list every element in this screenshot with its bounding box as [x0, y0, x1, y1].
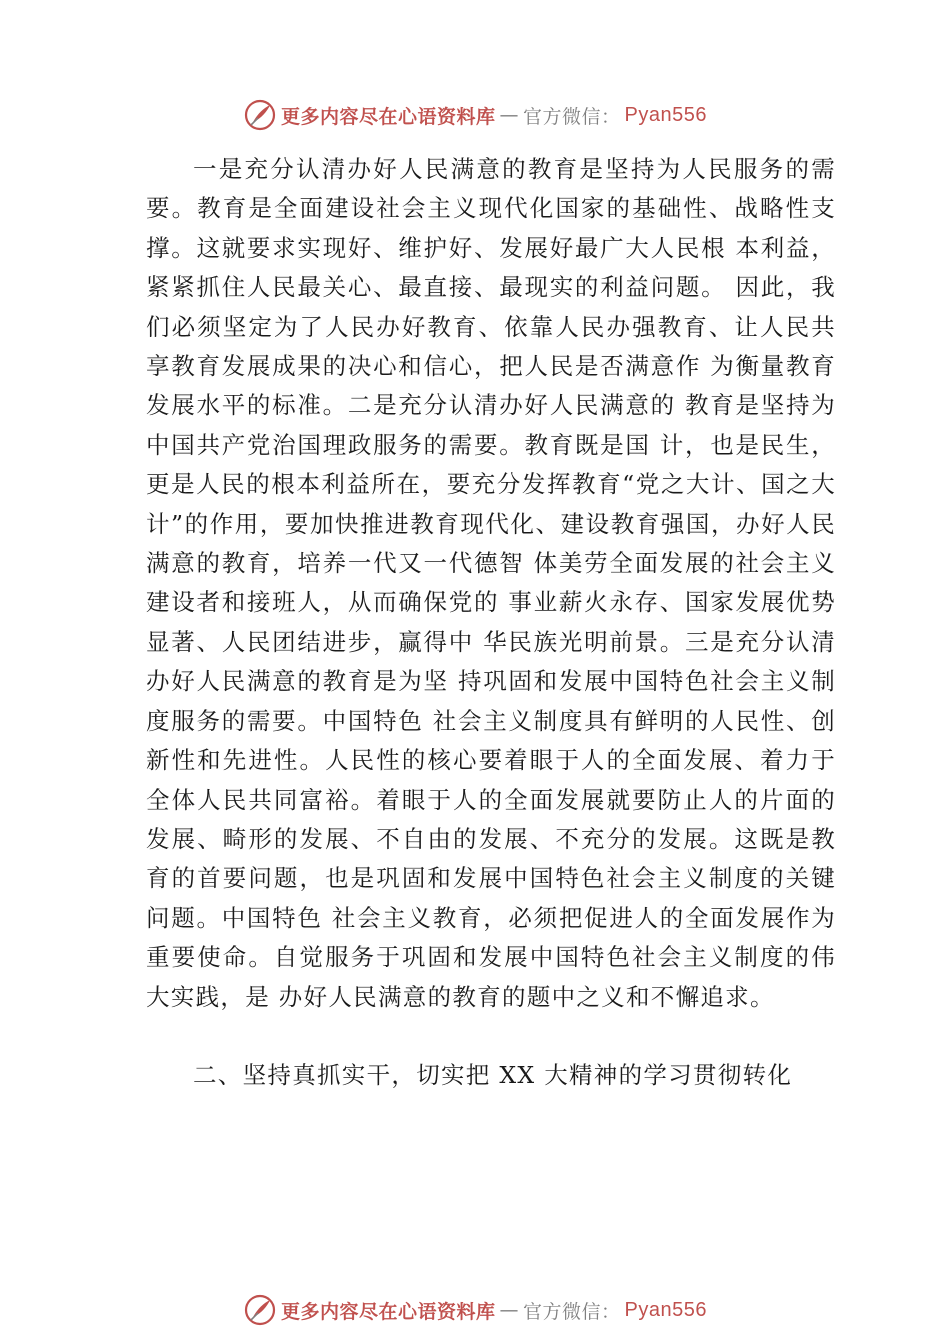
- footer-wechat-label: 官方微信：: [523, 1300, 621, 1323]
- header-watermark-banner: [0, 95, 950, 135]
- document-body: [146, 150, 836, 1095]
- body-paragraph-2: 二、坚持真抓实干，切实把 XX 大精神的学习贯彻转化: [193, 1061, 793, 1089]
- feather-pen-icon: [243, 1293, 277, 1327]
- header-dash: —: [499, 104, 520, 126]
- footer-brand-text: 更多内容尽在心语资料库: [281, 1300, 496, 1323]
- footer-dash: —: [499, 1299, 520, 1321]
- footer-wechat-id: Pyan556: [624, 1298, 707, 1321]
- footer-watermark-banner: [0, 1290, 950, 1330]
- body-paragraph-1: 一是充分认清办好人民满意的教育是坚持为人民服务的需要。教育是全面建设社会主义现代化国家的基础性、战略性支撑。这就要求实现好、维护好、发展好最广大人民根 本利益，紧紧抓住人民最关心、最直接、最现实的利益问题。 因此，我们必须坚定为了人民办好教育、依靠人民办强教育、让人民共享教育发展成果的决心和信心，把人民是否满意作 为衡量教育发展水平的标准。二是充分认清办好人民满意的 教育是坚持为中国共产党治国理政服务的需要。教育既是国 计，也是民生，更是人民的根本利益所在，要充分发挥教育“党之大计、国之大计”的作用，要加快推进教育现代化、建设教育强国，办好人民满意的教育，培养一代又一代德智 体美劳全面发展的社会主义建设者和接班人，从而确保党的 事业薪火永存、国家发展优势显著、人民团结进步，赢得中 华民族光明前景。三是充分认清办好人民满意的教育是为坚 持巩固和发展中国特色社会主义制度服务的需要。中国特色 社会主义制度具有鲜明的人民性、创新性和先进性。人民性的核心要着眼于人的全面发展、着力于全体人民共同富裕。着眼于人的全面发展就要防止人的片面的发展、畸形的发展、不自由的发展、不充分的发展。这既是教育的首要问题，也是巩固和发展中国特色社会主义制度的关键问题。中国特色 社会主义教育，必须把促进人的全面发展作为重要使命。自觉服务于巩固和发展中国特色社会主义制度的伟大实践，是 办好人民满意的教育的题中之义和不懈追求。: [146, 155, 836, 1011]
- header-wechat-label: 官方微信：: [523, 105, 621, 128]
- header-brand-text: 更多内容尽在心语资料库: [281, 105, 496, 128]
- feather-pen-icon: [243, 98, 277, 132]
- header-wechat-id: Pyan556: [624, 103, 707, 126]
